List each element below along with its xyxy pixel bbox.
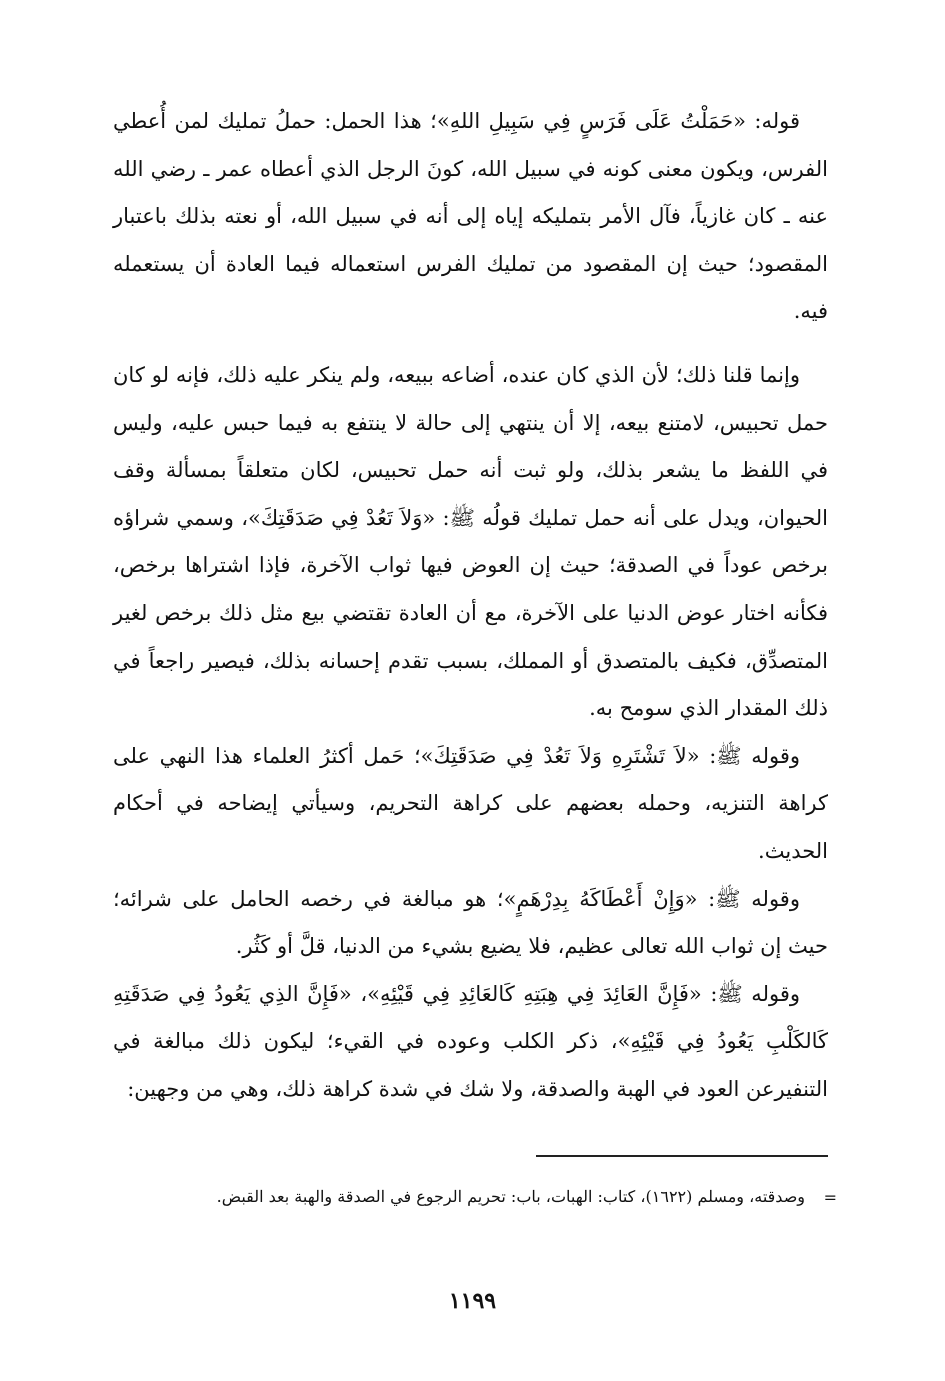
paragraph-2: وإنما قلنا ذلك؛ لأن الذي كان عنده، أضاعه ببيعه، ولم ينكر عليه ذلك، فإنه لو كان حمل تحبيس، لامتنع بيعه، إلا أن ينتهي إلى حالة لا ينتفع به فيما حبس عليه، وليس في اللفظ ما يشعر بذلك، ولو ثبت أنه حمل تحبيس، لكان متعلقاً بمسألة وقف الحيوان، ويدل على أنه حمل تمليك قولُه ﷺ: «وَلاَ تَعُدْ فِي صَدَقَتِكَ»، وسمي شراؤه برخص عوداً في الصدقة؛ حيث إن العوض فيها ثواب الآخرة، فإذا اشتراها برخص، فكأنه اختار عوض الدنيا على الآخرة، مع أن العادة تقتضي بيع مثل ذلك برخص لغير المتصدِّق، فكيف بالمتصدق أو المملك، بسبب تقدم إحسانه بذلك، فيصير راجعاً في ذلك المقدار الذي سومح به. bbox=[113, 362, 828, 721]
footnote-divider bbox=[536, 1155, 828, 1157]
paragraph-4: وقوله ﷺ: «وَإِنْ أَعْطَاكَهُ بِدِرْهَمٍ»؛ هو مبالغة في رخصه الحامل على شرائه؛ حيث إن ثواب الله تعالى عظيم، فلا يضيع بشيء من الدنيا، قلَّ أو كَثُر. bbox=[113, 886, 828, 959]
paragraph-3: وقوله ﷺ: «لاَ تَشْتَرِهِ وَلاَ تَعُدْ فِي صَدَقَتِكَ»؛ حَمل أكثرُ العلماء هذا النهي على كراهة التنزيه، وحمله بعضهم على كراهة التحريم، وسيأتي إيضاحه في أحكام الحديث. bbox=[113, 743, 828, 863]
paragraph-1: قوله: «حَمَلْتُ عَلَى فَرَسٍ فِي سَبِيلِ اللهِ»؛ هذا الحمل: حملُ تمليك لمن أُعطي الفرس، ويكون معنى كونه في سبيل الله، كونَ الرجل الذي أعطاه عمر ـ رضي الله عنه ـ كان غازياً، فآل الأمر بتمليكه إياه إلى أنه في سبيل الله، أو نعته بذلك باعتبار المقصود؛ حيث إن المقصود من تمليك الفرس استعماله فيما العادة أن يستعمله فيه. bbox=[113, 109, 828, 324]
main-text-body bbox=[113, 98, 828, 1113]
page-number: ١١٩٩ bbox=[448, 1288, 497, 1314]
footnote-marker: = bbox=[823, 1188, 837, 1207]
footnote-text: وصدقته، ومسلم (١٦٢٢)، كتاب: الهبات، باب: تحريم الرجوع في الصدقة والهبة بعد القبض. bbox=[216, 1187, 805, 1206]
paragraph-5: وقوله ﷺ: «فَإِنَّ العَائِدَ فِي هِبَتِهِ كَالعَائِدِ فِي قَيْئِهِ»، «فَإِنَّ الذِي يَعُودُ فِي صَدَقَتِهِ كَالكَلْبِ يَعُودُ فِي قَيْئِهِ»، ذكر الكلب وعوده في القيء؛ ليكون ذلك مبالغة في التنفيرعن العود في الهبة والصدقة، ولا شك في شدة كراهة ذلك، وهي من وجهين: bbox=[113, 981, 828, 1101]
